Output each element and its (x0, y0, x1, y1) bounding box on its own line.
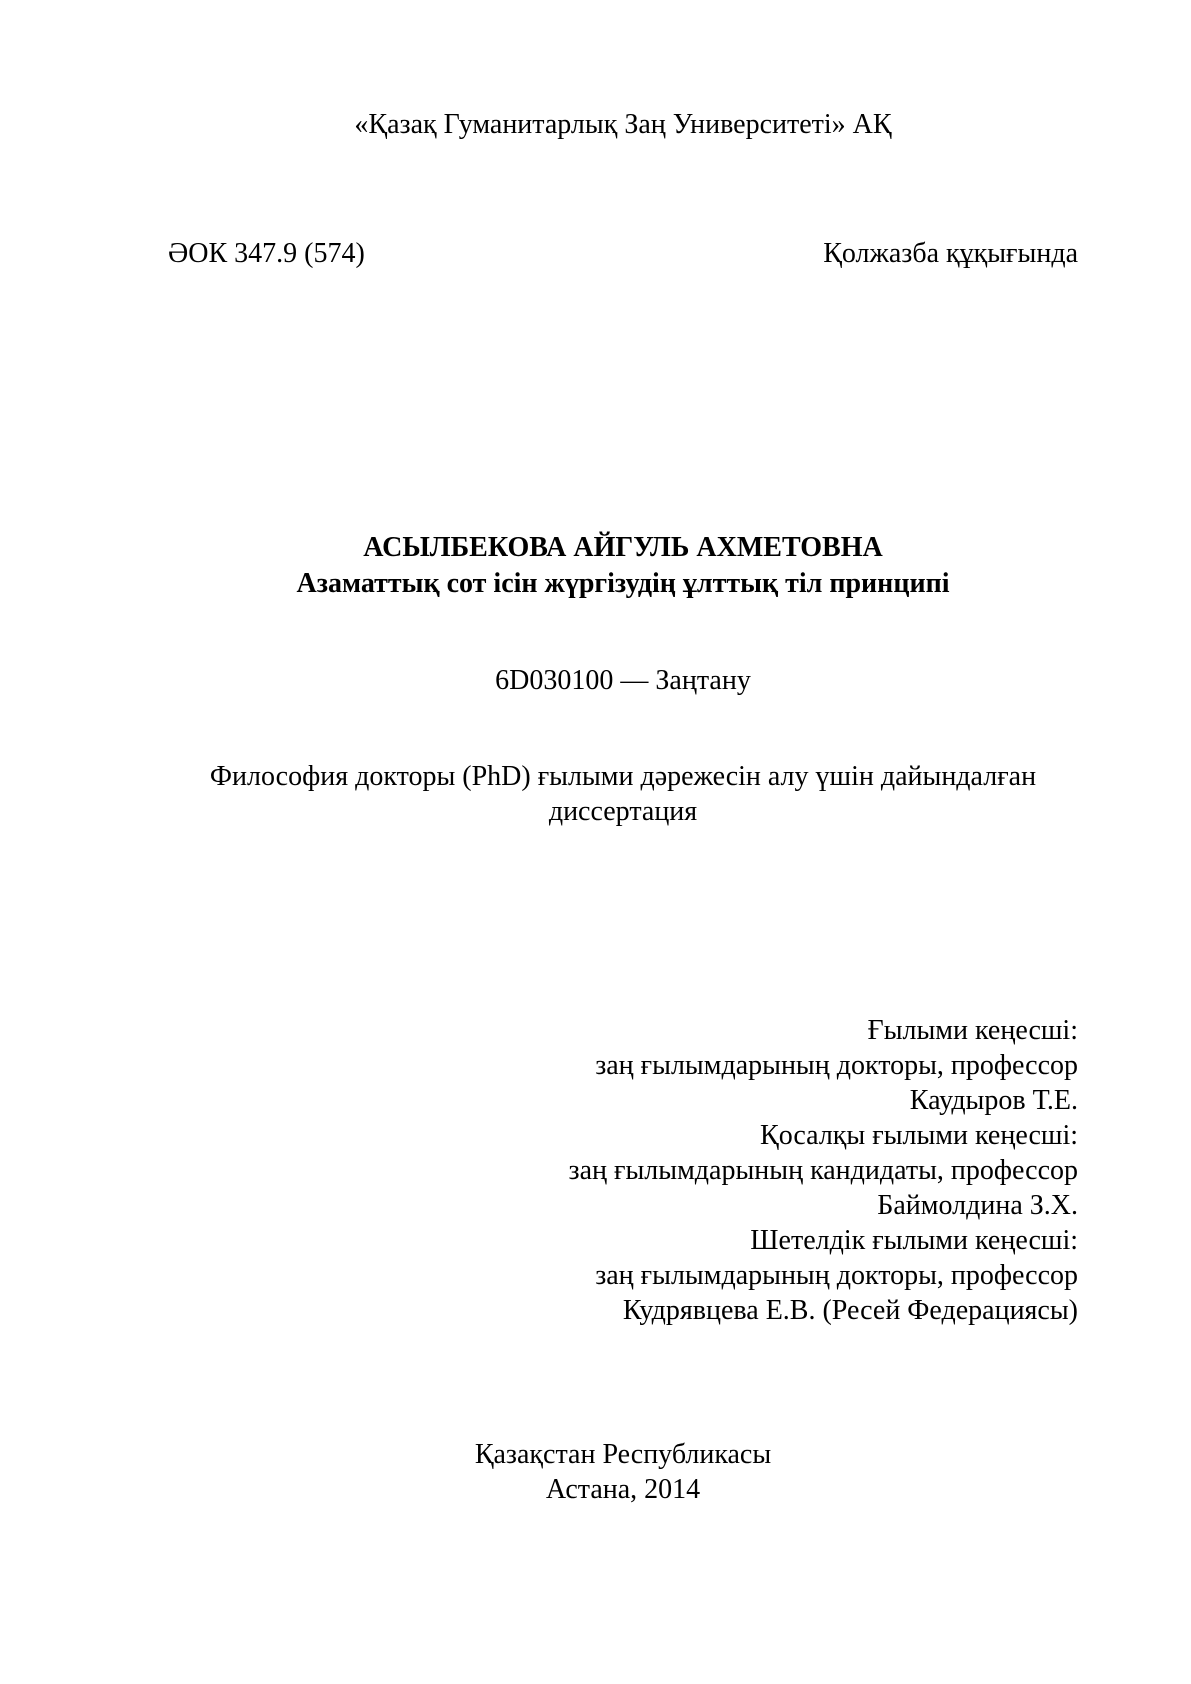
advisor-line: Каудыров Т.Е. (909, 1085, 1078, 1116)
city-year: Астана, 2014 (545, 1474, 701, 1505)
dissertation-title: Азаматтық сот ісін жүргізудің ұлттық тіл принципі (296, 568, 950, 599)
advisors-block (168, 1013, 1078, 1328)
country-name: Қазақстан Республикасы (474, 1439, 772, 1470)
manuscript-note: Қолжазба құқығында (823, 238, 1078, 269)
advisor-line: заң ғылымдарының докторы, профессор (595, 1050, 1078, 1081)
footer-block (168, 1437, 1078, 1507)
advisor-line: Шетелдік ғылыми кеңесші: (750, 1225, 1078, 1256)
degree-line-2: диссертация (548, 796, 698, 827)
specialty-code: 6D030100 — Заңтану (495, 665, 751, 696)
advisor-line: заң ғылымдарының докторы, профессор (595, 1260, 1078, 1291)
udc-code: ӘОК 347.9 (574) (168, 238, 365, 269)
advisor-line: Баймолдина З.Х. (877, 1190, 1078, 1221)
advisor-line: заң ғылымдарының кандидаты, профессор (568, 1155, 1078, 1186)
title-block (168, 530, 1078, 602)
degree-description (168, 759, 1078, 829)
degree-line-1: Философия докторы (PhD) ғылыми дәрежесін алу үшін дайындалған (209, 761, 1037, 792)
university-name: «Қазақ Гуманитарлық Заң Университеті» АҚ (354, 109, 892, 140)
advisor-line: Қосалқы ғылыми кеңесші: (760, 1120, 1078, 1151)
author-name: АСЫЛБЕКОВА АЙГУЛЬ АХМЕТОВНА (363, 532, 883, 563)
udc-row (168, 236, 1078, 271)
advisor-line: Кудрявцева Е.В. (Ресей Федерациясы) (622, 1295, 1078, 1326)
advisor-line: Ғылыми кеңесші: (867, 1015, 1078, 1046)
